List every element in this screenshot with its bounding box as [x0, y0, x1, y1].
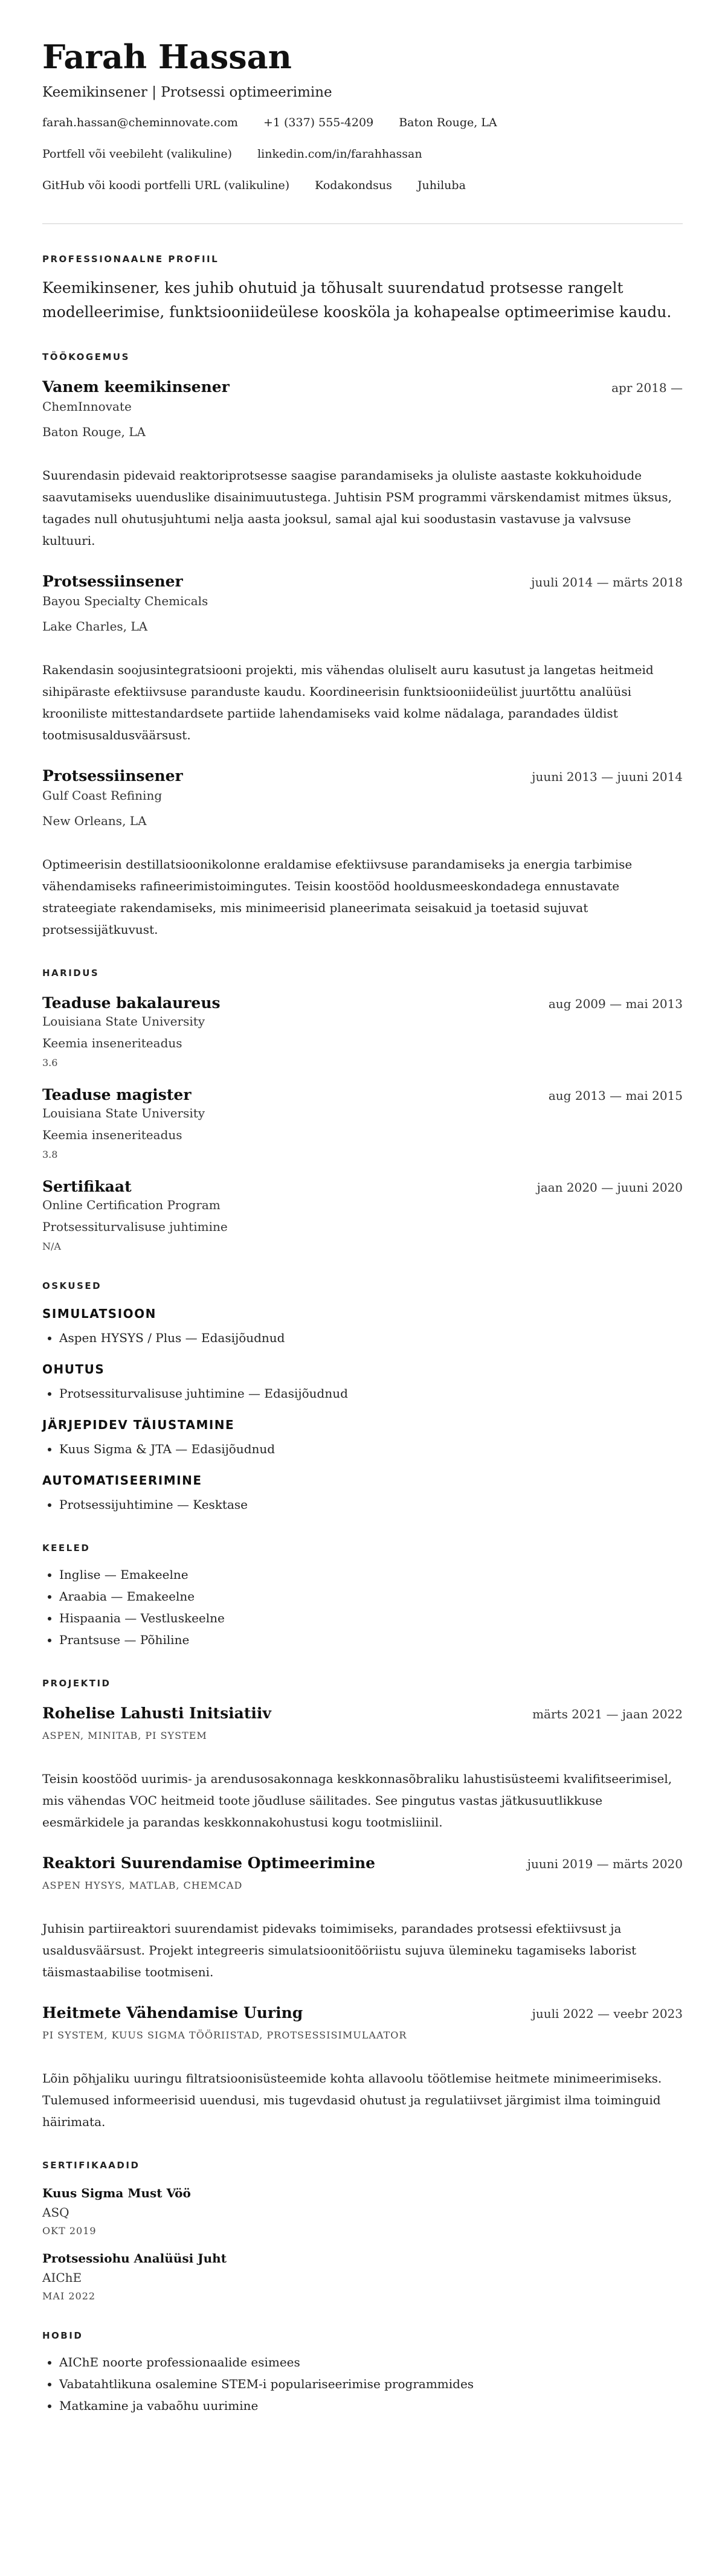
project-item — [42, 1704, 683, 1833]
project-tools: ASPEN, MINITAB, PI SYSTEM — [42, 1730, 207, 1741]
degree-date: aug 2009 — mai 2013 — [548, 997, 683, 1011]
job-date: juuni 2013 — juuni 2014 — [532, 769, 683, 784]
field-of-study: Protsessiturvalisuse juhtimine — [42, 1219, 228, 1234]
job-description: Rakendasin soojusintegratsiooni projekti, mis vähendas oluliselt auru kasutust ja langetas heitmeid sihipäraste efektiivsuse paranduste kaudu. Koordineerisin funktsiooniideülist juurtõttu analüüsi krooniliste mittestandardsete partiide lahendamiseks vaid kolme nädalaga, parandades üldist tootmisusaldusväärsust. — [42, 663, 654, 742]
certification-item — [42, 2185, 683, 2238]
job-company: Bayou Specialty Chemicals — [42, 594, 208, 608]
certification-name: Protsessiohu Analüüsi Juht — [42, 2251, 227, 2266]
project-description: Teisin koostööd uurimis- ja arendusosakonnaga keskkonnasõbraliku lahustisüsteemi kvalifitseerimisel, mis vähendas VOC heitmeid toote jõudluse säilitades. See pingutus vastas jätkusuutlikkuse eesmärkidele ja parandas keskkonnakohustusi kogu tootmisliinil. — [42, 1771, 672, 1829]
profile-section — [42, 253, 683, 324]
section-title-languages: KEELED — [42, 1543, 91, 1553]
project-date: juuli 2022 — veebr 2023 — [532, 2006, 683, 2021]
section-title-projects: PROJEKTID — [42, 1678, 111, 1689]
drivers-license: Juhiluba — [417, 179, 466, 192]
gpa-value: 3.6 — [42, 1057, 58, 1068]
job-description: Suurendasin pidevaid reaktoriprotsesse saagise parandamiseks ja oluliste aastaste kokkuhoidude saavutamiseks uuenduslike disainimuutustega. Juhtisin PSM programmi värskendamist mitmes üksus, tagades null ohutusjuhtumi nelja aasta jooksul, samal ajal kui soodustasin vastavuse ja valvsuse kultuuri. — [42, 468, 672, 548]
job-location: Baton Rouge, LA — [42, 425, 146, 439]
field-of-study: Keemia inseneriteadus — [42, 1036, 182, 1050]
job-company: ChemInnovate — [42, 399, 132, 414]
projects-section — [42, 1677, 683, 2133]
section-title-experience: TÖÖKOGEMUS — [42, 352, 130, 362]
skill-item: • Protsessiturvalisuse juhtimine — Edasijõudnud — [59, 1383, 683, 1404]
job-title: Protsessiinsener — [42, 573, 183, 590]
phone-number[interactable]: +1 (337) 555-4209 — [263, 116, 374, 129]
degree-date: jaan 2020 — juuni 2020 — [536, 1180, 683, 1195]
degree-title: Sertifikaat — [42, 1178, 132, 1195]
section-title-certifications: SERTIFIKAADID — [42, 2160, 140, 2171]
hobbies-section — [42, 2330, 683, 2417]
candidate-name: Farah Hassan — [42, 37, 292, 76]
section-title-profile: PROFESSIONAALNE PROFIIL — [42, 254, 219, 265]
job-location: New Orleans, LA — [42, 814, 147, 828]
language-item: • Araabia — Emakeelne — [59, 1585, 683, 1607]
education-item — [42, 994, 683, 1070]
gpa-value: 3.8 — [42, 1149, 58, 1160]
skill-group — [42, 1305, 683, 1349]
portfolio-link[interactable]: Portfell või veebileht (valikuline) — [42, 147, 233, 161]
language-item: • Prantsuse — Põhiline — [59, 1629, 683, 1651]
project-title: Heitmete Vähendamise Uuring — [42, 2004, 303, 2022]
skill-item: • Kuus Sigma & JTA — Edasijõudnud — [59, 1438, 683, 1460]
project-title: Reaktori Suurendamise Optimeerimine — [42, 1854, 376, 1872]
education-section — [42, 967, 683, 1253]
language-item: • Inglise — Emakeelne — [59, 1564, 683, 1585]
project-tools: ASPEN HYSYS, MATLAB, CHEMCAD — [42, 1880, 243, 1891]
skills-section — [42, 1280, 683, 1515]
skill-group — [42, 1416, 683, 1460]
project-date: märts 2021 — jaan 2022 — [532, 1707, 683, 1721]
github-link[interactable]: GitHub või koodi portfelli URL (valikuline) — [42, 179, 290, 192]
languages-section — [42, 1542, 683, 1651]
degree-date: aug 2013 — mai 2015 — [548, 1088, 683, 1103]
skill-category: SIMULATSIOON — [42, 1306, 156, 1321]
certification-date: MAI 2022 — [42, 2290, 96, 2302]
contact-row-2 — [42, 146, 683, 162]
school-name: Online Certification Program — [42, 1198, 221, 1212]
project-title: Rohelise Lahusti Initsiatiiv — [42, 1704, 271, 1722]
hobby-item: • Matkamine ja vabaõhu uurimine — [59, 2395, 683, 2417]
job-date: juuli 2014 — märts 2018 — [531, 575, 683, 589]
degree-title: Teaduse magister — [42, 1086, 192, 1103]
job-title: Protsessiinsener — [42, 767, 183, 785]
project-date: juuni 2019 — märts 2020 — [527, 1857, 683, 1871]
job-description: Optimeerisin destillatsioonikolonne eraldamise efektiivsuse parandamiseks ja energia tarbimise vähendamiseks rafineerimistoimingutes. Teisin koostööd hooldusmeeskondadega ennustavate strateegiate rakendamiseks, mis minimeerisid planeerimata seisakuid ja toetasid sujuvat protsessijätkuvust. — [42, 857, 633, 937]
job-date: apr 2018 — — [611, 381, 683, 395]
experience-item — [42, 572, 683, 746]
section-title-education: HARIDUS — [42, 968, 100, 978]
email-link[interactable]: farah.hassan@cheminnovate.com — [42, 116, 238, 129]
skill-item: • Aspen HYSYS / Plus — Edasijõudnud — [59, 1327, 683, 1349]
experience-item — [42, 766, 683, 940]
location: Baton Rouge, LA — [399, 116, 497, 129]
certification-item — [42, 2250, 683, 2303]
hobby-item: • Vabatahtlikuna osalemine STEM-i populariseerimise programmides — [59, 2373, 683, 2395]
project-description: Lõin põhjaliku uuringu filtratsioonisüsteemide kohta allavoolu töötlemise heitmete minimeerimiseks. Tulemused informeerisid uuendusi, mis tugevdasid ohutust ja regulatiivset järgimist ilma toiminguid häirimata. — [42, 2071, 662, 2129]
project-description: Juhisin partiireaktori suurendamist pidevaks toimimiseks, parandades protsessi efektiivsust ja usaldusväärsust. Projekt integreeris simulatsioonitööriistu sujuva ülemineku tagamiseks laborist täismastaabilise tootmiseni. — [42, 1921, 637, 1979]
skill-category: JÄRJEPIDEV TÄIUSTAMINE — [42, 1418, 235, 1432]
project-item — [42, 1854, 683, 1983]
certification-name: Kuus Sigma Must Vöö — [42, 2186, 191, 2200]
school-name: Louisiana State University — [42, 1014, 205, 1029]
job-location: Lake Charles, LA — [42, 619, 148, 634]
skill-category: AUTOMATISEERIMINE — [42, 1473, 202, 1488]
job-title: Vanem keemikinsener — [42, 378, 230, 396]
education-item — [42, 1177, 683, 1253]
field-of-study: Keemia inseneriteadus — [42, 1128, 182, 1142]
gpa-value: N/A — [42, 1241, 61, 1252]
certification-issuer: ASQ — [42, 2205, 69, 2220]
experience-section — [42, 351, 683, 940]
section-title-hobbies: HOBID — [42, 2330, 83, 2341]
skill-group — [42, 1361, 683, 1404]
certifications-section — [42, 2159, 683, 2303]
citizenship: Kodakondsus — [315, 179, 392, 192]
linkedin-link[interactable]: linkedin.com/in/farahhassan — [257, 147, 422, 161]
skill-category: OHUTUS — [42, 1362, 105, 1376]
school-name: Louisiana State University — [42, 1106, 205, 1120]
contact-row-3 — [42, 178, 683, 193]
project-item — [42, 2003, 683, 2133]
profile-text: Keemikinsener, kes juhib ohutuid ja tõhusalt suurendatud protsesse rangelt modelleerimise, funktsiooniideülese koosköla ja kohapealse optimeerimise kaudu. — [42, 279, 672, 321]
header-divider — [42, 223, 683, 224]
language-item: • Hispaania — Vestluskeelne — [59, 1607, 683, 1629]
section-title-skills: OSKUSED — [42, 1280, 102, 1291]
contact-row-1 — [42, 115, 683, 130]
certification-date: OKT 2019 — [42, 2225, 97, 2237]
degree-title: Teaduse bakalaureus — [42, 994, 221, 1012]
job-company: Gulf Coast Refining — [42, 788, 163, 803]
education-item — [42, 1085, 683, 1161]
candidate-role: Keemikinsener | Protsessi optimeerimine — [42, 85, 332, 100]
certification-issuer: AIChE — [42, 2270, 82, 2285]
skill-item: • Protsessijuhtimine — Kesktase — [59, 1494, 683, 1515]
project-tools: PI SYSTEM, KUUS SIGMA TÖÖRIISTAD, PROTSESSISIMULAATOR — [42, 2029, 407, 2041]
skill-group — [42, 1472, 683, 1515]
experience-item — [42, 377, 683, 551]
hobby-item: • AIChE noorte professionaalide esimees — [59, 2351, 683, 2373]
